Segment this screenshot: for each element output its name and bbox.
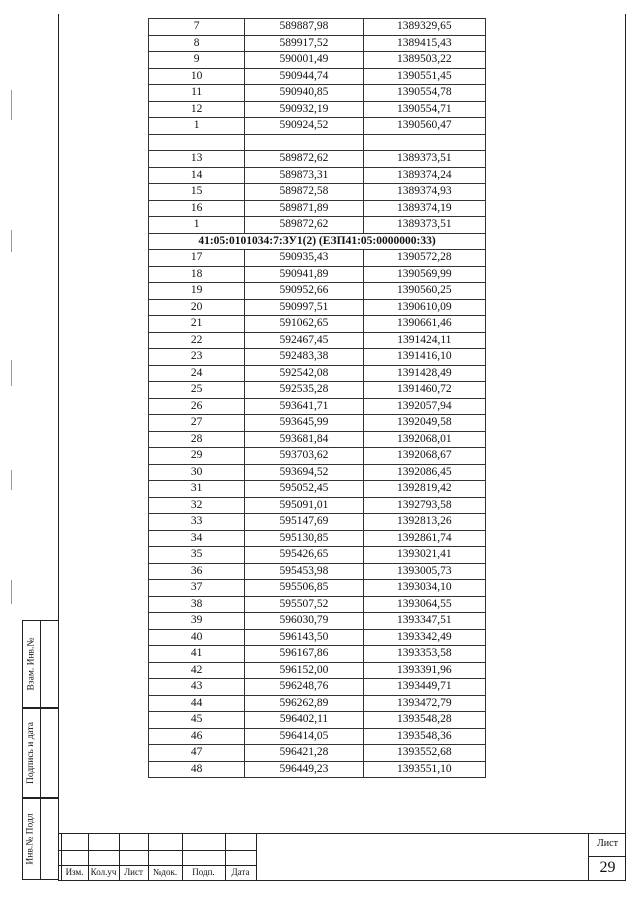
y-coordinate-cell: 1392813,26 [363,514,485,531]
x-coordinate-cell: 590001,49 [245,52,363,69]
table-row [149,316,486,333]
y-coordinate-cell: 1389374,19 [363,200,485,217]
x-coordinate-cell: 590952,66 [245,283,363,300]
table-row [149,497,486,514]
margin-label-vzam: Взам. Инв.№ [26,637,36,691]
y-coordinate-cell: 1390610,09 [363,299,485,316]
point-number-cell: 20 [149,299,245,316]
x-coordinate-cell: 593681,84 [245,431,363,448]
y-coordinate-cell: 1393548,36 [363,728,485,745]
y-coordinate-cell: 1390551,45 [363,68,485,85]
y-coordinate-cell: 1393064,55 [363,596,485,613]
y-coordinate-cell: 1390560,25 [363,283,485,300]
y-coordinate-cell: 1392861,74 [363,530,485,547]
y-coordinate-cell: 1393391,96 [363,662,485,679]
x-coordinate-cell: 595507,52 [245,596,363,613]
table-row [149,266,486,283]
y-coordinate-cell: 1393342,49 [363,629,485,646]
point-number-cell: 18 [149,266,245,283]
x-coordinate-cell: 593645,99 [245,415,363,432]
table-row [149,283,486,300]
x-coordinate-cell: 596414,05 [245,728,363,745]
x-coordinate-cell: 596143,50 [245,629,363,646]
table-row [149,695,486,712]
margin-strip [22,620,58,880]
margin-label-inv: Инв.№ Подл [26,813,36,865]
table-row [149,85,486,102]
x-coordinate-cell: 595147,69 [245,514,363,531]
table-row [149,580,486,597]
point-number-cell: 48 [149,761,245,778]
x-coordinate-cell: 595052,45 [245,481,363,498]
y-coordinate-cell: 1392819,42 [363,481,485,498]
y-coordinate-cell: 1389373,51 [363,217,485,234]
table-row [149,563,486,580]
x-coordinate-cell: 596402,11 [245,712,363,729]
point-number-cell: 7 [149,19,245,36]
y-coordinate-cell: 1391460,72 [363,382,485,399]
x-coordinate-cell: 596262,89 [245,695,363,712]
stamp-label-izm: Изм. [65,867,84,877]
section-header-row [149,233,486,250]
table-row [149,431,486,448]
y-coordinate-cell: 1390661,46 [363,316,485,333]
margin-label-podpis: Подпись и дата [26,721,37,785]
point-number-cell: 40 [149,629,245,646]
point-number-cell: 16 [149,200,245,217]
y-coordinate-cell: 1390560,47 [363,118,485,135]
y-coordinate-cell: 1393449,71 [363,679,485,696]
point-number-cell: 35 [149,547,245,564]
table-row [149,415,486,432]
point-number-cell: 17 [149,250,245,267]
point-number-cell: 27 [149,415,245,432]
scan-mark [11,90,12,120]
table-row [149,745,486,762]
point-number-cell: 36 [149,563,245,580]
table-row [149,52,486,69]
y-coordinate-cell: 1393472,79 [363,695,485,712]
table-row [149,398,486,415]
stamp-label-podp: Подп. [192,867,215,877]
y-coordinate-cell: 1390569,99 [363,266,485,283]
x-coordinate-cell: 590924,52 [245,118,363,135]
point-number-cell: 22 [149,332,245,349]
table-row [149,448,486,465]
scan-mark [11,580,12,604]
y-coordinate-cell: 1392049,58 [363,415,485,432]
table-row [149,547,486,564]
point-number-cell: 1 [149,217,245,234]
table-row [149,299,486,316]
table-row [149,530,486,547]
stamp-label-ndok: №док. [152,867,178,877]
section-header-cell: 41:05:0101034:7:ЗУ1(2) (ЕЗП41:05:0000000:33) [149,233,486,250]
margin-separator [40,620,41,880]
y-coordinate-cell: 1389329,65 [363,19,485,36]
x-coordinate-cell: 593694,52 [245,464,363,481]
x-coordinate-cell: 596421,28 [245,745,363,762]
x-coordinate-cell: 590932,19 [245,101,363,118]
point-number-cell: 45 [149,712,245,729]
x-coordinate-cell: 590941,89 [245,266,363,283]
table-row [149,629,486,646]
sheet-number: 29 [599,859,616,876]
point-number-cell: 44 [149,695,245,712]
point-number-cell: 13 [149,151,245,168]
stamp-label-data: Дата [231,867,250,877]
x-coordinate-cell: 595453,98 [245,563,363,580]
y-coordinate-cell: 1389374,93 [363,184,485,201]
table-row [149,761,486,778]
point-number-cell: 24 [149,365,245,382]
point-number-cell: 38 [149,596,245,613]
point-number-cell: 1 [149,118,245,135]
table-row [149,167,486,184]
x-coordinate-cell: 596449,23 [245,761,363,778]
y-coordinate-cell: 1393548,28 [363,712,485,729]
table-row [149,118,486,135]
y-coordinate-cell: 1392068,67 [363,448,485,465]
y-coordinate-cell: 1390572,28 [363,250,485,267]
table-row [149,101,486,118]
table-row [149,679,486,696]
coordinates-table [148,18,486,778]
point-number-cell: 32 [149,497,245,514]
table-row [149,349,486,366]
title-stamp [58,833,626,881]
point-number-cell: 34 [149,530,245,547]
y-coordinate-cell: 1390554,78 [363,85,485,102]
table-row [149,365,486,382]
x-coordinate-cell: 589872,62 [245,217,363,234]
y-coordinate-cell: 1393034,10 [363,580,485,597]
table-row [149,662,486,679]
x-coordinate-cell: 590940,85 [245,85,363,102]
point-number-cell: 19 [149,283,245,300]
y-coordinate-cell: 1390554,71 [363,101,485,118]
x-coordinate-cell: 589887,98 [245,19,363,36]
y-coordinate-cell: 1391416,10 [363,349,485,366]
table-row [149,613,486,630]
point-number-cell: 8 [149,35,245,52]
table-row [149,514,486,531]
table-row [149,481,486,498]
table-row [149,382,486,399]
blank-row [149,134,486,151]
point-number-cell: 14 [149,167,245,184]
y-coordinate-cell: 1391424,11 [363,332,485,349]
point-number-cell: 46 [149,728,245,745]
y-coordinate-cell: 1393551,10 [363,761,485,778]
y-coordinate-cell: 1393347,51 [363,613,485,630]
point-number-cell: 11 [149,85,245,102]
x-coordinate-cell: 596167,86 [245,646,363,663]
table-row [149,464,486,481]
x-coordinate-cell: 589873,31 [245,167,363,184]
point-number-cell: 10 [149,68,245,85]
frame-right-border [625,14,626,880]
y-coordinate-cell: 1391428,49 [363,365,485,382]
x-coordinate-cell: 596030,79 [245,613,363,630]
x-coordinate-cell: 590997,51 [245,299,363,316]
y-coordinate-cell: 1389373,51 [363,151,485,168]
point-number-cell: 41 [149,646,245,663]
y-coordinate-cell: 1392068,01 [363,431,485,448]
y-coordinate-cell: 1389503,22 [363,52,485,69]
table-row [149,184,486,201]
scan-mark [11,360,12,386]
x-coordinate-cell: 590944,74 [245,68,363,85]
point-number-cell: 39 [149,613,245,630]
x-coordinate-cell: 595130,85 [245,530,363,547]
table-row [149,217,486,234]
point-number-cell: 26 [149,398,245,415]
table-row [149,200,486,217]
x-coordinate-cell: 593641,71 [245,398,363,415]
point-number-cell: 29 [149,448,245,465]
table-row [149,728,486,745]
table-row [149,596,486,613]
stamp-label-list: Лист [124,867,143,877]
scan-mark [11,230,12,252]
y-coordinate-cell: 1393552,68 [363,745,485,762]
x-coordinate-cell: 589872,62 [245,151,363,168]
y-coordinate-cell: 1392086,45 [363,464,485,481]
point-number-cell: 21 [149,316,245,333]
point-number-cell: 25 [149,382,245,399]
table-row [149,646,486,663]
point-number-cell: 47 [149,745,245,762]
blank-cell [245,134,363,151]
table-row [149,712,486,729]
x-coordinate-cell: 595426,65 [245,547,363,564]
sheet-box [588,833,626,880]
point-number-cell: 33 [149,514,245,531]
point-number-cell: 42 [149,662,245,679]
x-coordinate-cell: 589872,58 [245,184,363,201]
point-number-cell: 23 [149,349,245,366]
x-coordinate-cell: 596248,76 [245,679,363,696]
x-coordinate-cell: 592535,28 [245,382,363,399]
y-coordinate-cell: 1392793,58 [363,497,485,514]
table-row [149,35,486,52]
point-number-cell: 30 [149,464,245,481]
x-coordinate-cell: 593703,62 [245,448,363,465]
x-coordinate-cell: 590935,43 [245,250,363,267]
point-number-cell: 43 [149,679,245,696]
table-row [149,68,486,85]
table-row [149,151,486,168]
frame-left-border [58,14,59,880]
x-coordinate-cell: 589917,52 [245,35,363,52]
x-coordinate-cell: 592542,08 [245,365,363,382]
blank-cell [363,134,485,151]
blank-cell [149,134,245,151]
y-coordinate-cell: 1392057,94 [363,398,485,415]
point-number-cell: 12 [149,101,245,118]
table-row [149,332,486,349]
point-number-cell: 31 [149,481,245,498]
y-coordinate-cell: 1393353,58 [363,646,485,663]
x-coordinate-cell: 596152,00 [245,662,363,679]
x-coordinate-cell: 595506,85 [245,580,363,597]
y-coordinate-cell: 1389415,43 [363,35,485,52]
table-row [149,19,486,36]
point-number-cell: 15 [149,184,245,201]
scan-mark [11,470,12,490]
x-coordinate-cell: 591062,65 [245,316,363,333]
x-coordinate-cell: 592483,38 [245,349,363,366]
y-coordinate-cell: 1393021,41 [363,547,485,564]
point-number-cell: 9 [149,52,245,69]
y-coordinate-cell: 1393005,73 [363,563,485,580]
table-row [149,250,486,267]
y-coordinate-cell: 1389374,24 [363,167,485,184]
point-number-cell: 37 [149,580,245,597]
stamp-label-kol: Кол.уч [90,867,117,877]
x-coordinate-cell: 595091,01 [245,497,363,514]
x-coordinate-cell: 592467,45 [245,332,363,349]
sheet-label: Лист [597,838,618,849]
x-coordinate-cell: 589871,89 [245,200,363,217]
point-number-cell: 28 [149,431,245,448]
